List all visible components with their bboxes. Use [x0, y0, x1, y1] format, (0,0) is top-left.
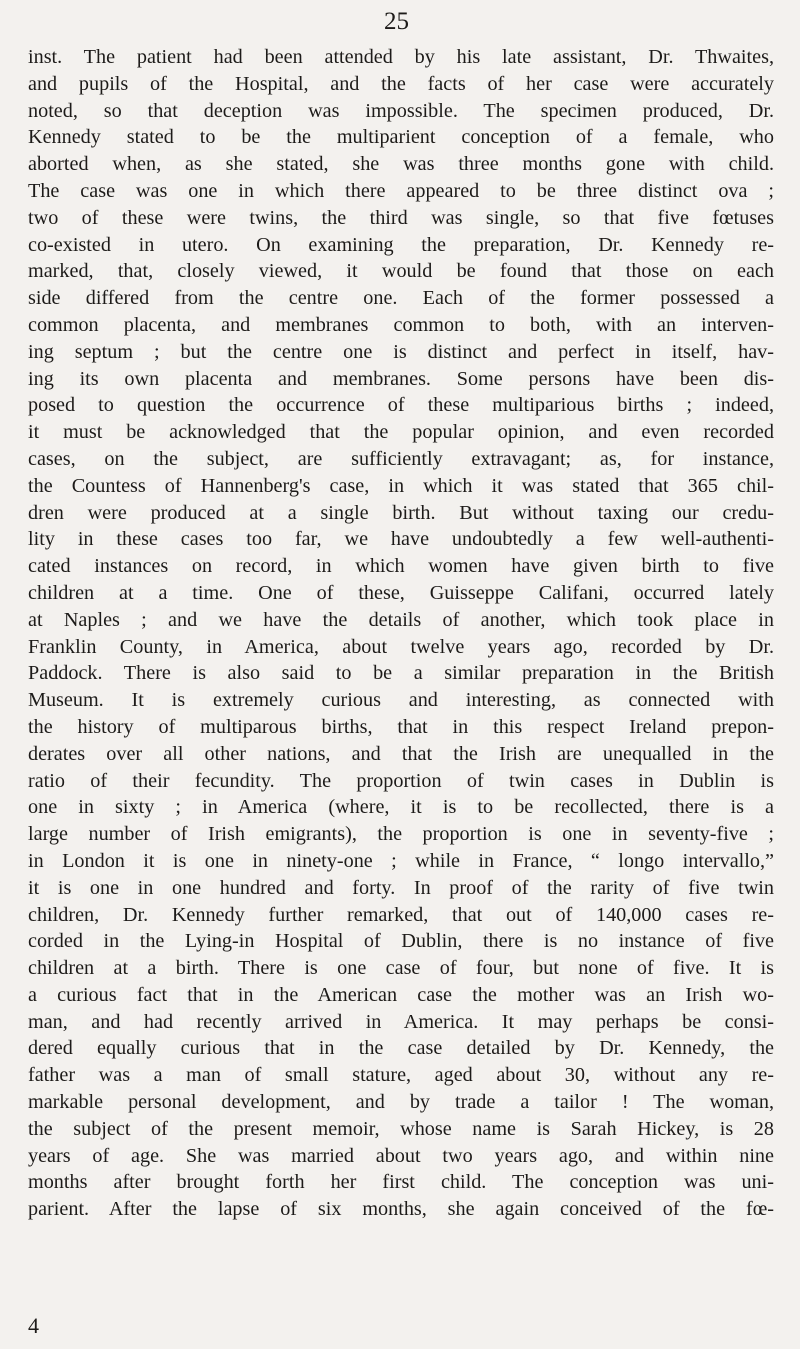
text-line: noted, so that deception was impossible. The specimen produced, Dr. [28, 99, 774, 122]
text-line: co-existed in utero. On examining the preparation, Dr. Kennedy re- [28, 233, 774, 256]
text-line: The case was one in which there appeared to be three distinct ova ; [28, 179, 774, 202]
text-line: Franklin County, in America, about twelve years ago, recorded by Dr. [28, 635, 774, 658]
text-line: years of age. She was married about two years ago, and within nine [28, 1144, 774, 1167]
text-line: at Naples ; and we have the details of another, which took place in [28, 608, 774, 631]
text-line: marked, that, closely viewed, it would be found that those on each [28, 260, 774, 283]
text-line: the subject of the present memoir, whose name is Sarah Hickey, is 28 [28, 1117, 774, 1140]
text-line: parient. After the lapse of six months, she again conceived of the fœ- [28, 1198, 774, 1221]
text-line: one in sixty ; in America (where, it is to be recollected, there is a [28, 796, 774, 819]
text-line: posed to question the occurrence of these multiparious births ; indeed, [28, 394, 774, 417]
text-line: father was a man of small stature, aged about 30, without any re- [28, 1064, 774, 1087]
text-line: markable personal development, and by trade a tailor ! The woman, [28, 1091, 774, 1114]
text-line: dered equally curious that in the case detailed by Dr. Kennedy, the [28, 1037, 774, 1060]
text-line: in London it is one in ninety-one ; while in France, “ longo intervallo,” [28, 849, 774, 872]
text-line: a curious fact that in the American case the mother was an Irish wo- [28, 983, 774, 1006]
text-line: cases, on the subject, are sufficiently extravagant; as, for instance, [28, 447, 774, 470]
text-line: ing its own placenta and membranes. Some persons have been dis- [28, 367, 774, 390]
text-line: children, Dr. Kennedy further remarked, that out of 140,000 cases re- [28, 903, 774, 926]
text-line: months after brought forth her first child. The conception was uni- [28, 1171, 774, 1194]
page-number: 25 [384, 8, 409, 35]
text-line: it must be acknowledged that the popular opinion, and even recorded [28, 421, 774, 444]
text-line: large number of Irish emigrants), the proportion is one in seventy-five ; [28, 823, 774, 846]
text-line: dren were produced at a single birth. But without taxing our credu- [28, 501, 774, 524]
text-line: lity in these cases too far, we have undoubtedly a few well-authenti- [28, 528, 774, 551]
text-line: man, and had recently arrived in America. It may perhaps be consi- [28, 1010, 774, 1033]
text-line: the Countess of Hannenberg's case, in which it was stated that 365 chil- [28, 474, 774, 497]
text-line: ratio of their fecundity. The proportion of twin cases in Dublin is [28, 769, 774, 792]
text-line: and pupils of the Hospital, and the facts of her case were accurately [28, 72, 774, 95]
text-line: common placenta, and membranes common to both, with an interven- [28, 313, 774, 336]
text-line: two of these were twins, the third was single, so that five fœtuses [28, 206, 774, 229]
body-text [28, 44, 774, 1223]
text-line: children at a birth. There is one case of four, but none of five. It is [28, 957, 774, 980]
text-line: it is one in one hundred and forty. In proof of the rarity of five twin [28, 876, 774, 899]
text-line: Paddock. There is also said to be a similar preparation in the British [28, 662, 774, 685]
text-line: derates over all other nations, and that the Irish are unequalled in the [28, 742, 774, 765]
text-line: children at a time. One of these, Guisseppe Califani, occurred lately [28, 581, 774, 604]
text-line: cated instances on record, in which women have given birth to five [28, 555, 774, 578]
text-line: corded in the Lying-in Hospital of Dublin, there is no instance of five [28, 930, 774, 953]
text-line: aborted when, as she stated, she was three months gone with child. [28, 153, 774, 176]
signature-mark: 4 [28, 1313, 39, 1338]
text-line: ing septum ; but the centre one is distinct and perfect in itself, hav- [28, 340, 774, 363]
text-line: the history of multiparous births, that in this respect Ireland prepon- [28, 715, 774, 738]
text-line: inst. The patient had been attended by his late assistant, Dr. Thwaites, [28, 46, 774, 68]
text-line: side differed from the centre one. Each of the former possessed a [28, 287, 774, 310]
text-line: Museum. It is extremely curious and interesting, as connected with [28, 689, 774, 712]
text-line: Kennedy stated to be the multiparient conception of a female, who [28, 126, 774, 149]
